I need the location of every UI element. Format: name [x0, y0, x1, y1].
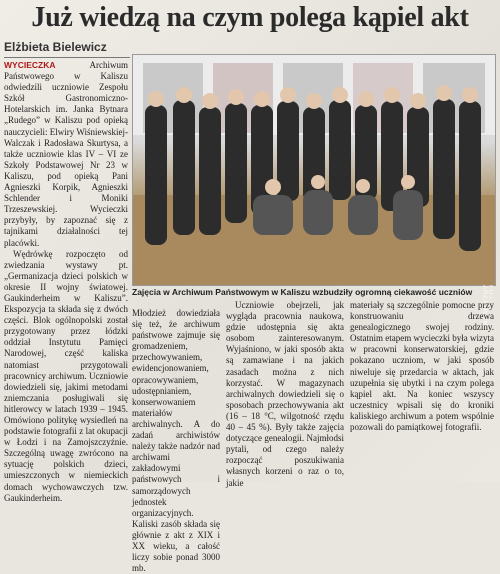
text-column-4	[350, 300, 494, 433]
article-author: Elżbieta Bielewicz	[4, 40, 130, 58]
photo-credit: FOT. ARCHIWUM	[481, 285, 493, 327]
text-column-3	[226, 300, 344, 489]
paragraph-1-text: Archiwum Państwowego w Kaliszu odwiedzili uczniowie Zespołu Szkół Gastronomiczno-Hotelarskich im. Janka Bytnara „Rudego” w Kaliszu pod opieką nauczycieli: Elwiry Wiśniewskiej-Walczak i Radosława Skurtysa, a także uczniowie klas IV – VI ze Szkoły Podstawowej Nr 23 w Kaliszu, pod opieką Pani Agnieszki Korpik, Agnieszki Schlender i Moniki Trzeszewskiej. Wycieczki przybyły, by zapoznać się z tajnikami działalności tej placówki.	[4, 60, 128, 248]
paragraph-3: Młodzież dowiedziała się też, że archiwum państwowe zajmuje się gromadzeniem, przechowywaniem, ewidencjonowaniem, opracowywaniem, udostępnianiem, konserwowaniem materiałów archiwalnych. A do zadań archiwistów należy także nadzór nad archiwami zakładowymi państwowych i samorządowych jednostek organizacyjnych. Kaliski zasób składa się głównie z akt z XIX i XX wieku, a całość liczy sobie ponad 3000 mb.	[132, 308, 220, 574]
photo-caption: Zajęcia w Archiwum Państwowym w Kaliszu wzbudziły ogromną ciekawość uczniów	[132, 287, 473, 297]
paragraph-2: Wędrówkę rozpoczęto od zwiedzania wystawy pt. „Germanizacja dzieci polskich w okresie II wojny światowej. Gaukinderheim w Kaliszu”. Ekspozycja ta składa się z dwóch części. Blok ogólnopolski został przygotowany przez łódzki oddział Instytutu Pamięci Narodowej, część kaliska natomiast przygotowali pracownicy archiwum. Uczniowie dowiedzieli się, jakimi metodami zniemczania posługiwali się hitlerowcy w latach 1939 – 1945. Omówiono politykę wysiedleń na podstawie fotografii z lat okupacji w Łodzi i na Zamojszczyźnie. Szczególną uwagę zwrócono na sytuację polskich dzieci, umieszczonych w niemieckich domach wychowawczych tzw. Gaukinderheim.	[4, 248, 128, 503]
paragraph-4: Uczniowie obejrzeli, jak wygląda pracownia naukowa, gdzie udostępnia się akta osobom zainteresowanym. Wyjaśniono, w jaki sposób akta są zamawiane i na jakich zasadach można z nich korzystać. W magazynach archiwalnych dowiedzieli się o sposobach przechowywania akt (16 – 18 °C, wilgotność rzędu 40 – 45 %). Były także zajęcia dotyczące genealogii. Najmłodsi pytali, od czego należy rozpocząć poszukiwania własnych korzeni o raz o to, jakie	[226, 300, 344, 488]
text-column-1	[4, 60, 128, 504]
group-photo-illustration	[133, 55, 495, 285]
article-title: Już wiedzą na czym polega kąpiel akt	[31, 2, 469, 33]
paragraph-1	[4, 60, 128, 249]
lead-tag: WYCIECZKA	[4, 60, 56, 70]
text-column-2	[132, 308, 220, 574]
paragraph-5: materiały są szczególnie pomocne przy konstruowaniu drzewa genealogicznego swojej rodziny. Ostatnim etapem wycieczki była wizyta w pracowni konserwatorskiej, gdzie pokazano uczniom, w jaki sposób niweluje się przedarcia w aktach, jak uzupełnia się ubytki i na czym polega kąpiel akt. Na koniec wszyscy uczestnicy wpisali się do kroniki kaliskiego archiwum a potem wspólnie pozowali do pamiątkowej fotografii.	[350, 300, 494, 433]
